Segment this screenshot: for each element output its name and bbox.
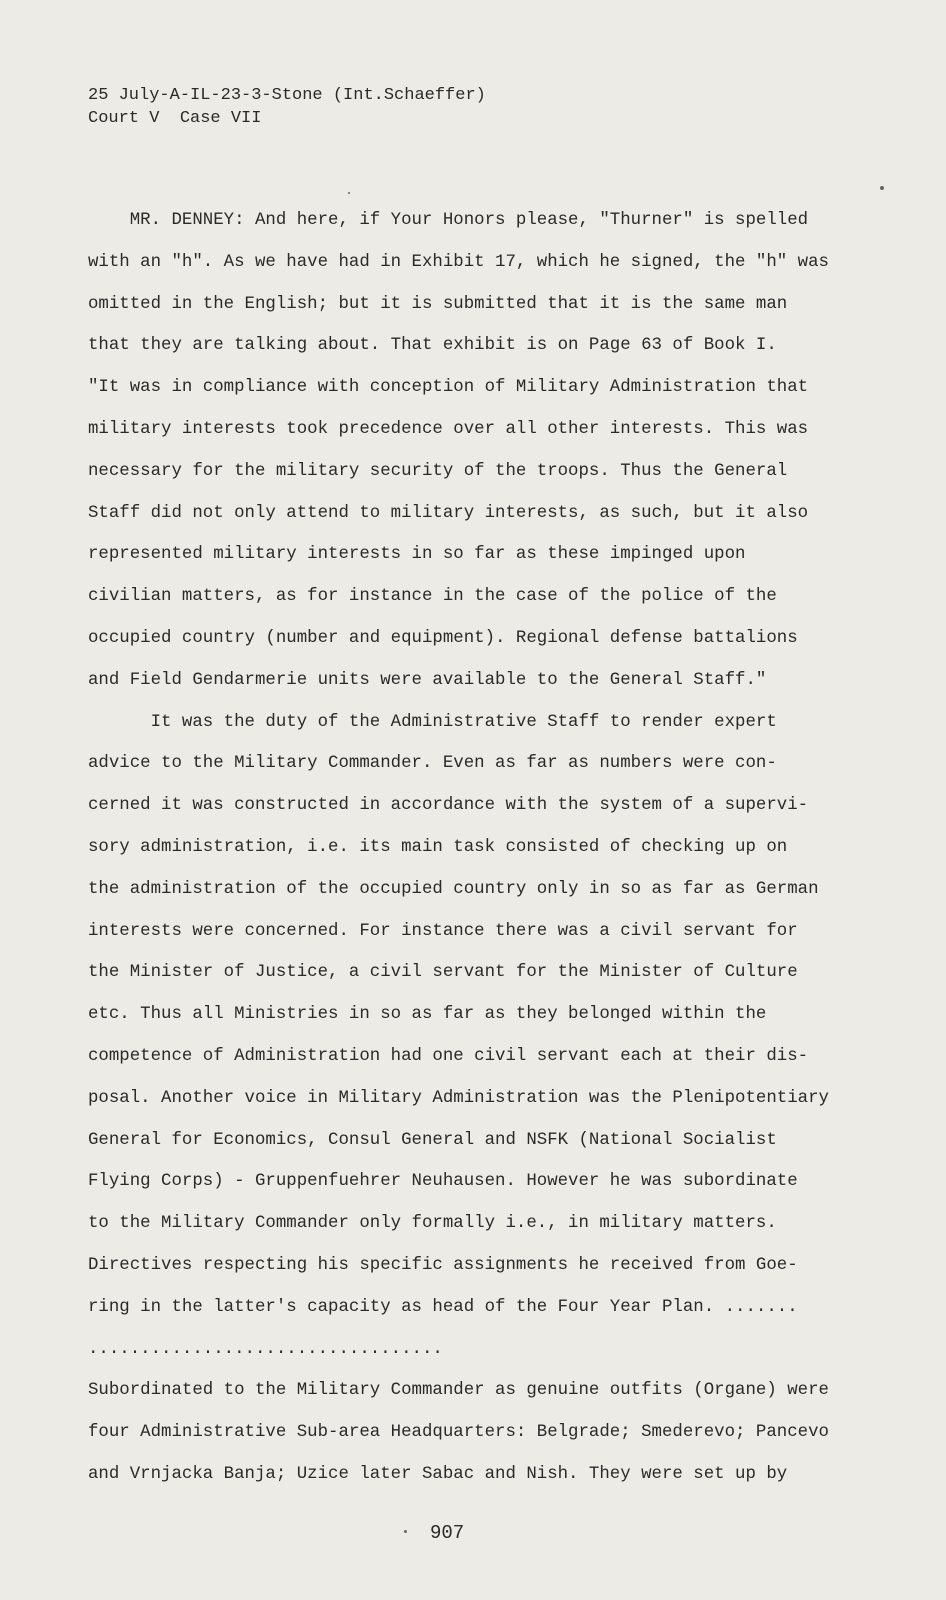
text-line: competence of Administration had one civil servant each at their dis- bbox=[88, 1046, 809, 1066]
text-line: with an "h". As we have had in Exhibit 17, which he signed, the "h" was bbox=[88, 252, 829, 272]
text-line: Staff did not only attend to military interests, as such, but it also bbox=[88, 503, 809, 523]
transcript-body bbox=[88, 200, 848, 1496]
document-header bbox=[88, 84, 486, 130]
text-line: ring in the latter's capacity as head of the Four Year Plan. ....... bbox=[88, 1297, 798, 1317]
header-line-2: Court V Case VII bbox=[88, 109, 262, 128]
text-line: and Vrnjacka Banja; Uzice later Sabac and Nish. They were set up by bbox=[88, 1464, 788, 1484]
text-line: omitted in the English; but it is submitted that it is the same man bbox=[88, 294, 788, 314]
text-line: cerned it was constructed in accordance with the system of a supervi- bbox=[88, 796, 809, 816]
text-line: interests were concerned. For instance there was a civil servant for bbox=[88, 921, 798, 941]
text-line: that they are talking about. That exhibit is on Page 63 of Book I. bbox=[88, 336, 777, 356]
text-line: It was the duty of the Administrative Staff to render expert bbox=[88, 712, 777, 732]
text-line: the administration of the occupied country only in so as far as German bbox=[88, 879, 819, 899]
text-line: Flying Corps) - Gruppenfuehrer Neuhausen. However he was subordinate bbox=[88, 1172, 798, 1192]
text-line: necessary for the military security of the troops. Thus the General bbox=[88, 461, 788, 481]
text-line: etc. Thus all Ministries in so as far as they belonged within the bbox=[88, 1005, 767, 1025]
text-line: General for Economics, Consul General and NSFK (National Socialist bbox=[88, 1130, 777, 1150]
page-number: 907 bbox=[430, 1522, 465, 1544]
paper-speck bbox=[348, 192, 350, 194]
text-line: sory administration, i.e. its main task consisted of checking up on bbox=[88, 837, 788, 857]
text-line: "It was in compliance with conception of Military Administration that bbox=[88, 378, 809, 398]
text-line: Directives respecting his specific assignments he received from Goe- bbox=[88, 1255, 798, 1275]
paper-speck bbox=[404, 1530, 407, 1533]
text-line: advice to the Military Commander. Even as far as numbers were con- bbox=[88, 754, 777, 774]
text-line: and Field Gendarmerie units were available to the General Staff." bbox=[88, 670, 767, 690]
text-line: to the Military Commander only formally i.e., in military matters. bbox=[88, 1214, 777, 1234]
header-line-1: 25 July-A-IL-23-3-Stone (Int.Schaeffer) bbox=[88, 86, 486, 105]
text-line: MR. DENNEY: And here, if Your Honors please, "Thurner" is spelled bbox=[88, 211, 809, 230]
text-line: four Administrative Sub-area Headquarters: Belgrade; Smederevo; Pancevo bbox=[88, 1423, 829, 1443]
dotted-separator: .................................. bbox=[88, 1339, 443, 1359]
text-line: Subordinated to the Military Commander as genuine outfits (Organe) were bbox=[88, 1381, 829, 1401]
text-line: represented military interests in so far as these impinged upon bbox=[88, 545, 746, 565]
text-line: the Minister of Justice, a civil servant for the Minister of Culture bbox=[88, 963, 798, 983]
text-line: military interests took precedence over all other interests. This was bbox=[88, 419, 809, 439]
text-line: civilian matters, as for instance in the case of the police of the bbox=[88, 587, 777, 607]
text-line: posal. Another voice in Military Administration was the Plenipotentiary bbox=[88, 1088, 829, 1108]
paper-speck bbox=[880, 186, 884, 190]
text-line: occupied country (number and equipment). Regional defense battalions bbox=[88, 628, 798, 648]
